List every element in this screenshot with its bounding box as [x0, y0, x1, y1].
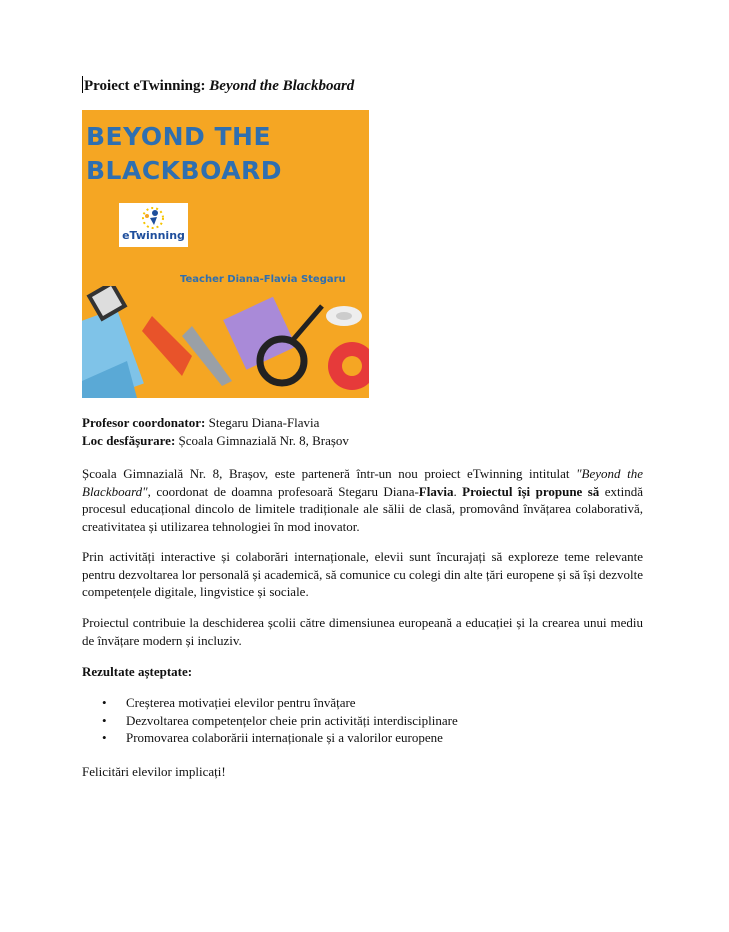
coordinator-label: Profesor coordonator:: [82, 415, 206, 430]
p1-bold-phrase: Proiectul își propune să: [462, 483, 600, 499]
poster-headline-line2: BLACKBOARD: [86, 156, 283, 185]
etwinning-logo: [119, 203, 188, 247]
etwinning-star-icon: [133, 205, 173, 231]
coordinator-value: Stegaru Diana-Flavia: [205, 415, 320, 430]
poster-headline-line1: BEYOND THE: [86, 122, 272, 151]
results-list: [82, 694, 458, 747]
activities-paragraph: Prin activități interactive și colaborări internaționale, elevii sunt încurajați să exploreze teme relevante pentru dezvoltarea lor personală și academică, să comunice cu colegi din alte țări europene și să își dezvolte competențele digitale, lingvistice și sociale.: [82, 549, 643, 599]
location-line: [82, 432, 349, 450]
document-title: [82, 76, 354, 95]
text-cursor: [82, 76, 83, 93]
project-meta: [82, 414, 349, 450]
poster-headline: [86, 120, 369, 188]
p1-dot: .: [453, 483, 463, 499]
p1-bold-name: Flavia: [418, 483, 454, 499]
contribution-paragraph: Proiectul contribuie la deschiderea școlii către dimensiunea europeană a educației și la crearea unui mediu de învățare modern și incluziv.: [82, 615, 643, 648]
p1-mid: , coordonat de doamna profesoară Stegaru Diana-: [147, 483, 419, 499]
school-supplies-illustration: [82, 286, 369, 398]
etwinning-logo-text: eTwinning: [122, 229, 185, 242]
p1-start: Școala Gimnazială Nr. 8, Brașov, este parteneră într-un nou proiect eTwinning intitulat: [82, 466, 577, 481]
location-label: Loc desfășurare:: [82, 433, 176, 448]
p1-end: extindă procesul educațional dincolo de limitele tradiționale ale sălii de clasă, promovând învățarea colaborativă, creativitatea și utilizarea tehnologiei în mod inovator.: [82, 483, 644, 534]
p1-project-name: "Beyond the Blackboard": [82, 466, 643, 499]
coordinator-line: [82, 414, 349, 432]
results-heading: Rezultate așteptate:: [82, 664, 193, 679]
list-item: • Dezvoltarea competențelor cheie prin activități interdisciplinare: [82, 712, 458, 730]
title-project-name: Beyond the Blackboard: [209, 78, 355, 94]
poster-teacher-name: Teacher Diana-Flavia Stegaru: [180, 274, 346, 285]
title-prefix: Proiect eTwinning:: [84, 78, 210, 94]
intro-paragraph: [82, 465, 643, 535]
list-item: • Creșterea motivației elevilor pentru învățare: [82, 694, 458, 712]
location-value: Școala Gimnazială Nr. 8, Brașov: [175, 433, 349, 448]
list-item: • Promovarea colaborării internaționale și a valorilor europene: [82, 729, 458, 747]
closing-line: Felicitări elevilor implicați!: [82, 764, 226, 779]
project-poster-image: [82, 110, 369, 398]
